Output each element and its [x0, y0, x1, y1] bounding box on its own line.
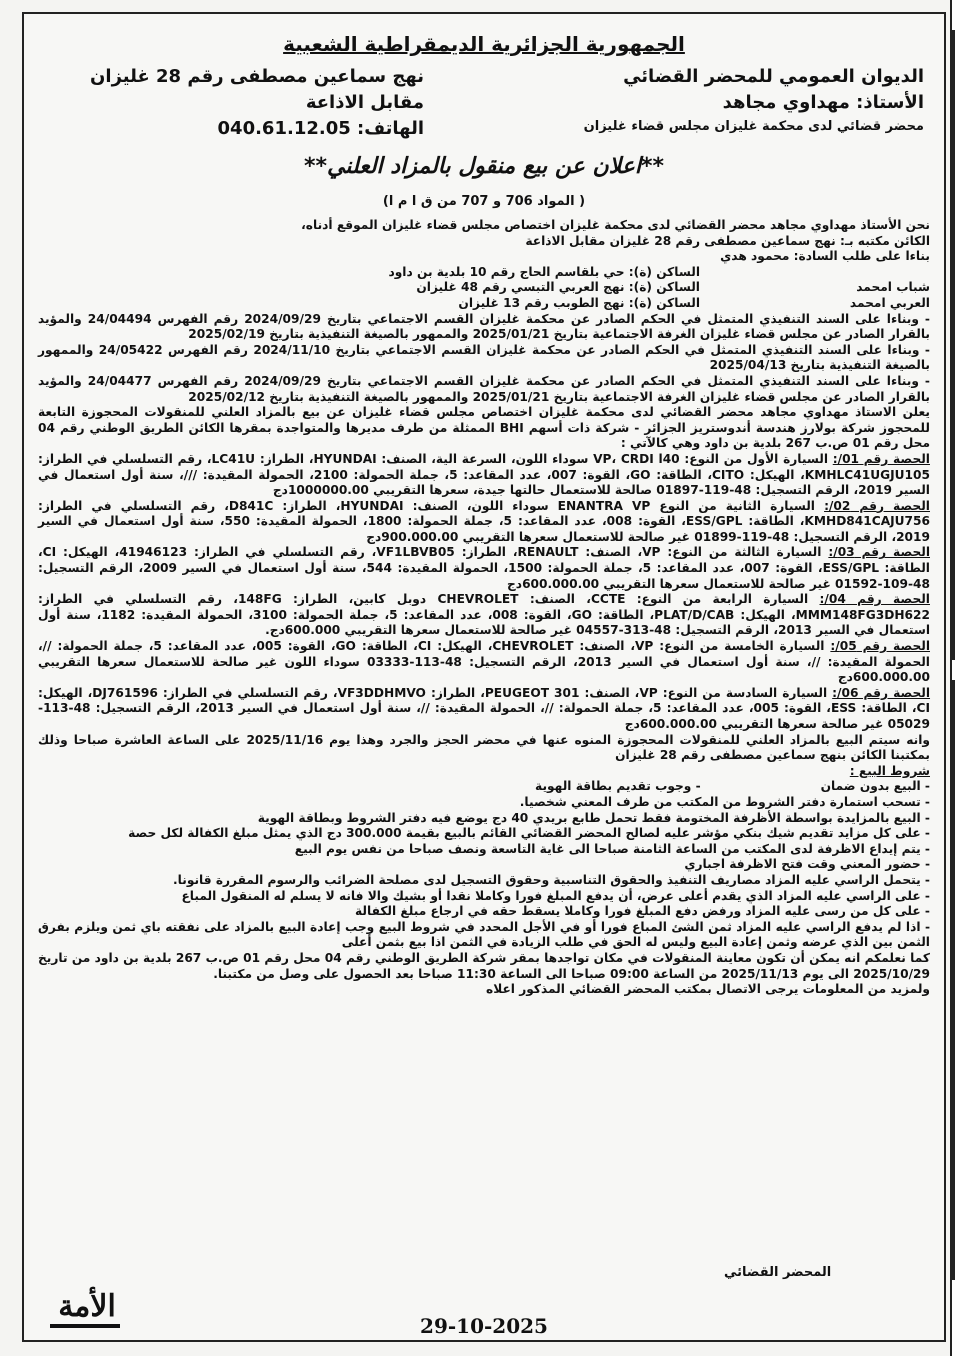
- ground-2: - وبناءا على السند التنفيذي المتمثل في الحكم الصادر عن محكمة غليزان القسم الاجتماعي بتاريخ 2024/11/10 رقم الفهرس 24/05422 والممهور بالصيغة التنفيذية بتاريخ 2025/04/13: [38, 342, 930, 373]
- address-landmark: مقابل الاذاعة: [305, 92, 424, 113]
- contact-info: ولمزيد من المعلومات يرجى الاتصال بمكتب المحضر القضائي المذكور اعلاه: [486, 982, 930, 997]
- applicant-address: الساكن (ة): نهج العربي التبسي رقم 48 غليزان: [416, 280, 700, 295]
- phone: [64, 116, 424, 142]
- condition-2: - تسحب استمارة دفتر الشروط من المكتب من طرف المعني شخصيا.: [519, 794, 930, 809]
- intro-line-3: بناءا على طلب السادة: محمود هدي: [720, 249, 930, 264]
- publication-date: 29-10-2025: [420, 1314, 548, 1338]
- lot-title: الحصة رقم 06/:: [832, 685, 931, 700]
- applicant-name: شباب امحمد: [856, 280, 930, 295]
- notice-title: **اعلان عن بيع منقول بالمزاد العلني**: [303, 154, 665, 179]
- lot-2: [38, 499, 930, 546]
- lot-description: السيارة الثانية من النوع ENANTRA VP سوداء اللون، الصنف: HYUNDAI، الطراز: D841C، رقم التسلسلي في الطراز: KMHD841CAJU756، الطاقة: ESS/GPL، القوة: 008، عدد المقاعد: 5، جملة الحمولة: 1800، الحمولة المقيدة: 550، سنة أول استعمال في السير 2019، الرقم التسجيل: 48-119-01899 غير صالحة للاستعمال سعرها التقريبي 900.000.00دج: [38, 498, 930, 544]
- page-edge: [950, 0, 970, 1356]
- condition-5: - يتم إيداع الاظرفة لدى المكتب من الساعة الثامنة صباحا الى غاية التاسعة ونصف صباحا من نفس يوم البيع: [294, 841, 930, 856]
- intro-line-2: الكائن مكتبه بـ: نهج سماعين مصطفى رقم 28 غليزان مقابل الاذاعة: [525, 233, 930, 248]
- lot-title: الحصة رقم 01/:: [832, 451, 930, 466]
- lot-description: السيارة الأول من النوع: VP، CRDI l40 سوداء اللون، السرعة الية، الصنف: HYUNDAI، الطراز: LC41U، رقم التسلسلي في الطراز: KMHLC41UGJU105، الهيكل: CITO، الطاقة: GO، القوة: 007، عدد المقاعد: 5، جملة الحمولة: 2100، الحمولة المقيدة: ///، سنة أول استعمال في السير 2019، الرقم التسجيل: 48-119-01897 صالحة للاستعمال حالتها جيدة، سعرها التقريبي 1000000.00دج: [38, 451, 930, 498]
- applicant-row: [38, 280, 930, 296]
- condition-4: - على كل مزايد تقديم شيك بنكي مؤشر عليه لصالح المحضر القضائي القائم بالبيع بقيمة 300.000 دج الذي يمثل مبلغ الكفالة لكل حصة: [128, 826, 930, 841]
- lot-title: الحصة رقم 04/:: [819, 592, 930, 607]
- inspection-info: كما نعلمكم انه يمكن أن تكون معاينة المنقولات في مكان تواجدها بمقر شركة الطريق الوطني رقم 04 محل رقم 01 ص.ب 267 بلدية بن داود من تاريخ 2025/10/29 الى يوم 2025/11/13 من الساعة 09:00 صباحا الى الساعة 11:30 صباحا بعد الحصول على وصل من مكتبنا.: [38, 950, 930, 981]
- lot-description: السيارة السادسة من النوع: VP، الصنف: PEUGEOT 301، الطراز: VF3DDHMVO، رقم التسلسلي في الطراز: DJ761596، الهيكل: CI، الطاقة: ESS، القوة: 005، عدد المقاعد: 5، جملة الحمولة: //، الحمولة المقيدة: //، سنة أول استعمال في السير 2013، الرقم التسجيل: 48-113-05029 غير صالحة سعرها التقريبي 600.000.00دج: [38, 685, 930, 731]
- lot-description: السيارة الرابعة من النوع: CCTE، الصنف: CHEVROLET دوبل كابين، الطراز: 148FG، رقم التسلسلي في الطراز: MMM148FG3DH622، الهيكل: PLAT/D/CAB، الطاقة: GO، القوة: 008، عدد المقاعد: 5، جملة الحمولة: 3100، الحمولة المقيدة: 1182، سنة أول استعمال في السير 2013، الرقم التسجيل: 48-313-04557 غير صالحة للاستعمال سعرها التقريبي 600.000دج.: [38, 592, 930, 638]
- lot-1: [38, 452, 930, 499]
- bailiff-signature: المحضر القضائي: [724, 1265, 832, 1280]
- lot-title: الحصة رقم 05/:: [830, 639, 930, 654]
- applicant-address: الساكن (ة): نهج الطوبب رقم 13 غليزان: [458, 295, 700, 310]
- condition-6: - حضور المعني وقت فتح الاظرفة اجباري: [684, 857, 930, 872]
- lot-5: [38, 639, 930, 686]
- lot-title: الحصة رقم 03/:: [828, 545, 930, 560]
- phone-number: 040.61.12.05: [217, 118, 351, 139]
- condition-3: - البيع بالمزايدة بواسطة الأظرفة المختومة فقط تحمل طابع بريدي 40 دج يوضع فيه دفتر الشروط وبطاقة الهوية: [257, 810, 930, 825]
- legal-articles: ( المواد 706 و 707 من ق ا م ا): [382, 194, 586, 209]
- condition-id-card: - وجوب تقديم بطاقة الهوية: [535, 779, 701, 794]
- phone-label: الهاتف:: [357, 118, 424, 139]
- conditions-title: شروط البيع :: [849, 763, 930, 778]
- condition-7: - يتحمل الراسي عليه المزاد مصاريف التنفيذ والحقوق التناسبية وحقوق التسجيل لدى مصلحة الضرائب والرسوم المقررة قانونا.: [173, 872, 930, 887]
- condition-no-warranty: - البيع بدون ضمان: [820, 779, 930, 794]
- newspaper-logo: الأمة: [58, 1288, 116, 1324]
- applicant-row: [38, 265, 930, 281]
- applicant-name: [740, 265, 930, 281]
- sale-announcement: يعلن الاستاذ مهداوي مجاهد محضر القضائي لدى محكمة غليزان اختصاص مجلس قضاء غليزان عن بيع بالمزاد العلني للمنقولات المحجوزة التابعة للمحجوز شركة بولارز هندسة أندوستريز الجزائر - شركة ذات أسهم BHI الممثلة من طرف مديرها والمتواجدة بمقرها الكائن الطريق الوطني رقم 04 محل رقم 01 ص.ب 267 بلدية بن داود وهي كالآتي :: [38, 405, 930, 451]
- ground-1: - وبناءا على السند التنفيذي المتمثل في الحكم الصادر عن محكمة غليزان القسم الاجتماعي بتاريخ 2024/09/29 رقم الفهرس 24/04494 والمؤيد بالقرار الصادر عن مجلس قضاء غليزان الغرفة الاجتماعية بتاريخ 2025/01/21 والممهور بالصيغة التنفيذية بتاريخ 2025/02/19: [38, 311, 930, 342]
- condition-10: - اذا لم يدفع الراسي عليه المزاد ثمن الشئ المباع فورا أو في الأجل المحدد في شروط البيع وجب إعادة البيع بالمزاد على نفقته باي ثمن ويلزم بفرق الثمن بين الذي عرضه وثمن إعادة البيع وليس له الحق في طلب الزيادة في الثمن اذا بيع بثمن أعلى: [38, 919, 930, 950]
- condition-8: - على الراسي عليه المزاد الذي يقدم أعلى عرض، أن يدفع المبلغ فورا وكاملا نقدا أو بشيك والا فانه لا يسلم له المنقول المباع: [181, 888, 930, 903]
- office-header: [504, 64, 924, 138]
- legal-notice: [22, 12, 946, 1342]
- lot-4: [38, 592, 930, 639]
- bailiff-court: محضر قضائي لدى محكمة غليزان مجلس قضاء غليزان: [583, 119, 924, 134]
- sale-date-info: وانه سيتم البيع بالمزاد العلني للمنقولات المحجوزة المنوه عنها في محضر الحجز والجرد وهذا يوم 2025/11/16 على الساعة العاشرة صباحا وذلك بمكتبنا الكائن بنهج سماعين مصطفى رقم 28 غليزان: [38, 732, 930, 763]
- condition-9: - على كل من رسى عليه المزاد ورفض دفع المبلغ فورا وكاملا يسقط حقه في ارجاع مبلغ الكفالة: [355, 904, 930, 919]
- address-header: [64, 64, 424, 142]
- lot-3: [38, 545, 930, 592]
- applicants-list: [38, 265, 930, 312]
- lot-6: [38, 686, 930, 733]
- bailiff-name: الأستاذ: مهداوي مجاهد: [722, 92, 924, 113]
- address-street: نهج سماعين مصطفى رقم 28 غليزان: [90, 66, 424, 87]
- lot-description: السيارة الخامسة من النوع: VP، الصنف: CHEVROLET، الهيكل: CI، الطاقة: GO، القوة: 005، عدد المقاعد: 5، جملة الحمولة: //، الحمولة المقيدة: //، سنة أول استعمال في السير 2013، الرقم التسجيل: 48-113-03333 سوداء اللون غير صالحة للاستعمال سعرها التقريبي 600.000.00دج: [38, 639, 930, 685]
- notice-body: [38, 218, 930, 998]
- lot-title: الحصة رقم 02/:: [824, 498, 930, 513]
- applicant-name: العربي امحمد: [849, 295, 930, 310]
- republic-heading: الجمهورية الجزائرية الديمقراطية الشعبية: [283, 32, 685, 56]
- office-name: الديوان العمومي للمحضر القضائي: [623, 66, 924, 87]
- applicant-address: الساكن (ة): حي بلقاسم الحاج رقم 10 بلدية بن داود: [388, 264, 700, 279]
- condition-row: [38, 779, 930, 795]
- applicant-row: [38, 296, 930, 312]
- ground-3: - وبناءا على السند التنفيذي المتمثل في الحكم الصادر عن محكمة غليزان القسم الاجتماعي بتاريخ 2024/09/29 رقم الفهرس 24/04477 والمؤيد بالقرار الصادر عن مجلس قضاء غليزان الغرفة الاجتماعية بتاريخ 2025/01/21 والممهور بالصيغة التنفيذية بتاريخ 2025/02/12: [38, 373, 930, 404]
- intro-line-1: نحن الأستاذ مهداوي مجاهد محضر القضائي لدى محكمة غليزان اختصاص مجلس قضاء غليزان الموقع أدناه،: [301, 218, 930, 232]
- lot-description: السيارة الثالثة من النوع: VP، الصنف: RENAULT، الطراز: VF1LBVB05، رقم التسلسلي في الطراز: 41946123، الهيكل: CI، الطاقة: ESS/GPL، القوة: 007، عدد المقاعد: 5، جملة الحمولة: 1500، الحمولة المقيدة: 544، سنة أول استعمال في السير 2009، الرقم التسجيل: 48-109-01592 غير صالحة للاستعمال سعرها التقريبي 600.000.00دج: [38, 545, 930, 591]
